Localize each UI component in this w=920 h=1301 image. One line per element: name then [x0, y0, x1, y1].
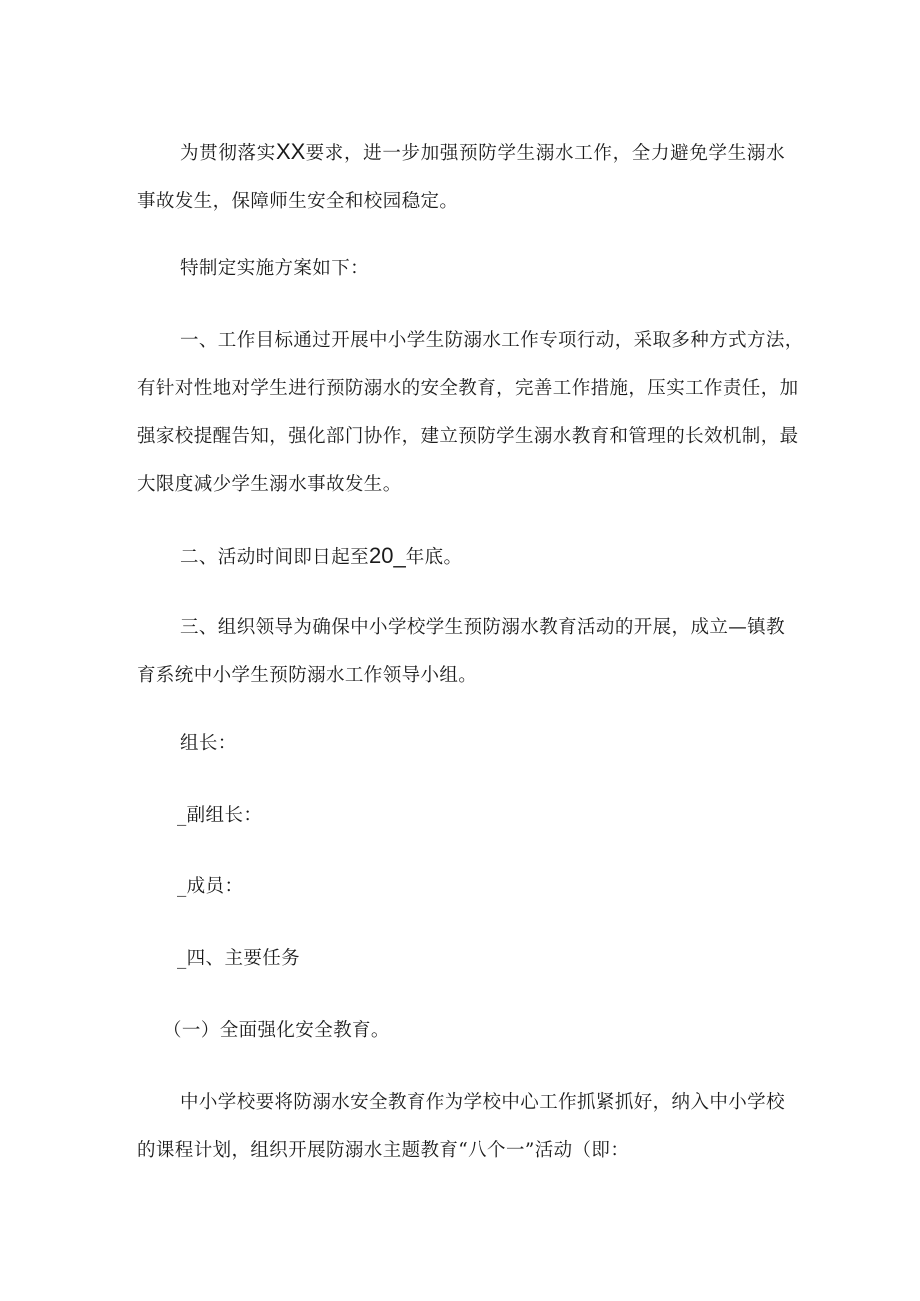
section-2-text-c: 年底。	[405, 547, 463, 568]
subsection-1-heading: （一）全面强化安全教育。	[163, 1020, 390, 1041]
plan-intro-paragraph: 特制定实施方案如下：	[180, 258, 370, 279]
intro-text-a: 为贯彻落实	[180, 143, 276, 164]
intro-line-1	[137, 128, 785, 178]
section-2-year-text: 20_	[369, 543, 406, 568]
section-3-paragraph	[137, 604, 785, 700]
subsection-1-line-2: 的课程计划，组织开展防溺水主题教育“八个一”活动（即：	[137, 1140, 630, 1161]
section-1-line-4: 大限度减少学生溺水事故发生。	[137, 474, 402, 495]
members-line: _成员：	[177, 876, 244, 897]
intro-xx-text: XX	[275, 139, 306, 164]
section-1-line-1: 一、工作目标通过开展中小学生防溺水工作专项行动，采取多种方式方法，	[180, 330, 804, 351]
section-1-paragraph	[137, 317, 804, 509]
section-1-line-3: 强家校提醒告知，强化部门协作，建立预防学生溺水教育和管理的长效机制，最	[137, 426, 799, 447]
subsection-1-line-1: 中小学校要将防溺水安全教育作为学校中心工作抓紧抓好，纳入中小学校	[180, 1092, 785, 1113]
subsection-1-paragraph	[137, 1079, 785, 1175]
intro-line-2: 事故发生，保障师生安全和校园稳定。	[137, 191, 459, 212]
section-2-text-a: 二、活动时间即日起至	[180, 547, 370, 568]
section-3-line-1: 三、组织领导为确保中小学校学生预防溺水教育活动的开展，成立—镇教	[180, 617, 785, 638]
leader-line: 组长：	[180, 733, 237, 754]
section-3-line-2: 育系统中小学生预防溺水工作领导小组。	[137, 665, 478, 686]
section-1-line-2: 有针对性地对学生进行预防溺水的安全教育，完善工作措施，压实工作责任，加	[137, 378, 799, 399]
section-2-paragraph	[137, 532, 785, 582]
intro-paragraph	[137, 128, 785, 226]
intro-text-c: 要求，进一步加强预防学生溺水工作，全力避免学生溺水	[305, 143, 785, 164]
deputy-leader-line: _副组长：	[177, 805, 263, 826]
section-4-heading: _四、主要任务	[177, 948, 301, 969]
